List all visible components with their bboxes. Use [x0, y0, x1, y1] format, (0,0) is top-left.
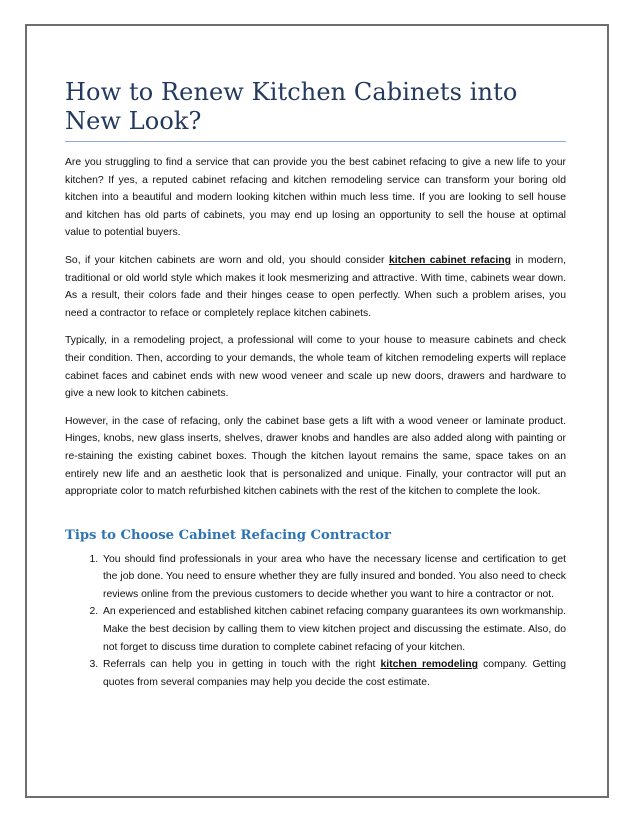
tips-list: [65, 551, 566, 692]
paragraph-text: in modern, traditional or old world style which makes it look mesmerizing and attractive. With time, cabinets wear down. As a result, their colors fade and their hinges cease to open perfectly. When such a problem arises, you need a contractor to reface or completely replace kitchen cabinets.: [65, 254, 566, 319]
list-item: [101, 656, 566, 691]
section-heading: Tips to Choose Cabinet Refacing Contractor: [65, 527, 391, 543]
document-body: [65, 78, 566, 691]
kitchen-cabinet-refacing-link[interactable]: kitchen cabinet refacing: [388, 254, 511, 266]
paragraph-remodeling: Typically, in a remodeling project, a professional will come to your house to measure cabinets and check their condition. Then, according to your demands, the whole team of kitchen remodeling experts will replace cabinet faces and cabinet ends with new wood veneer and scale up new doors, drawers and hardware to give a new look to kitchen cabinets.: [65, 335, 566, 400]
list-item-text: company. Getting quotes from several companies may help you decide the cost estimate.: [103, 659, 566, 688]
paragraph-text: So, if your kitchen cabinets are worn and old, you should consider: [65, 254, 389, 266]
list-item-text: Referrals can help you in getting in touch with the right: [103, 659, 381, 671]
paragraph-consider: [65, 252, 566, 322]
kitchen-remodeling-link[interactable]: kitchen remodeling: [380, 659, 478, 671]
list-item: 1. You should find professionals in your area who have the necessary license and certification to get the job done. You need to ensure whether they are fully insured and bonded. You also need to check reviews online from the previous customers to decide whether you want to hire a contractor or not.: [101, 551, 566, 604]
title-divider: [65, 141, 566, 142]
paragraph-refacing: However, in the case of refacing, only the cabinet base gets a lift with a wood veneer or laminate product. Hinges, knobs, new glass inserts, shelves, drawer knobs and handles are also added along with painting or re-staining the existing cabinet boxes. Though the kitchen layout remains the same, space takes on an entirely new life and an aesthetic look that is personalized and unique. Finally, your contractor will put an appropriate color to match refurbished kitchen cabinets with the rest of the kitchen to complete the look.: [65, 415, 566, 498]
page-title: How to Renew Kitchen Cabinets into New Look?: [65, 78, 518, 135]
list-item: 2. An experienced and established kitchen cabinet refacing company guarantees its own workmanship. Make the best decision by calling them to view kitchen project and discussing the estimate. Also, do not forget to discuss time duration to complete cabinet refacing of your kitchen.: [101, 603, 566, 656]
paragraph-intro: Are you struggling to find a service that can provide you the best cabinet refacing to give a new life to your kitchen? If yes, a reputed cabinet refacing and kitchen remodeling service can transform your boring old kitchen into a beautiful and modern looking kitchen within much less time. If you are looking to sell house and kitchen has old parts of cabinets, you may end up losing an opportunity to sell the house at optimal value to potential buyers.: [65, 157, 566, 239]
